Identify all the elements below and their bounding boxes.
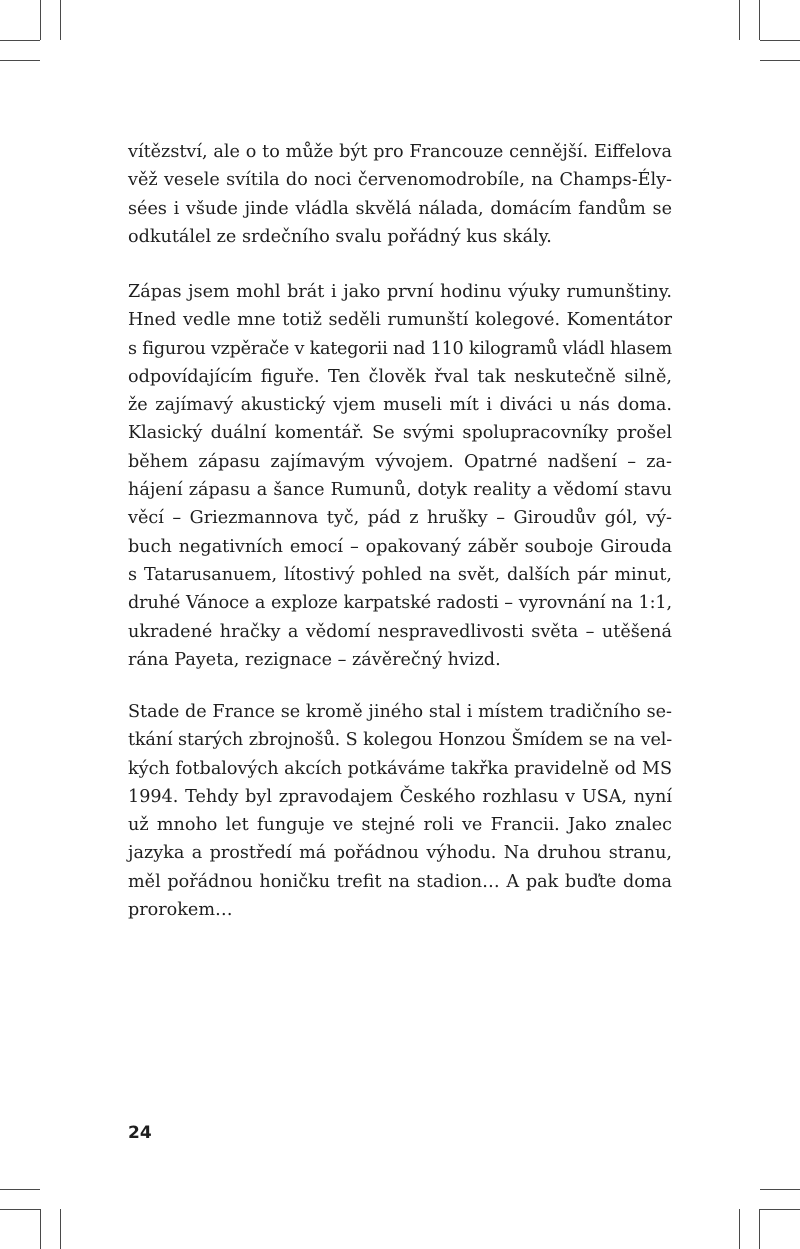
page-number: 24	[128, 1123, 152, 1143]
text-line: ukradené hračky a vědomí nespravedlivosti světa – utěšená	[128, 621, 672, 642]
crop-mark-bottom-right-vertical-outer	[759, 1209, 760, 1249]
text-line: Hned vedle mne totiž seděli rumunští kolegové. Komentátor	[128, 310, 672, 331]
crop-mark-bottom-left-vertical-inner	[60, 1209, 61, 1249]
text-line: s figurou vzpěrače v kategorii nad 110 kilogramů vládl hlasem	[128, 338, 672, 359]
text-line: s Tatarusanuem, lítostivý pohled na svět, dalších pár minut,	[128, 564, 672, 585]
text-line: Zápas jsem mohl brát i jako první hodinu výuky rumunštiny.	[128, 282, 672, 302]
text-line: že zajímavý akustický vjem museli mít i diváci u nás doma.	[128, 395, 672, 416]
paragraph-3	[128, 698, 672, 924]
crop-mark-top-right-horizontal-inner	[760, 60, 800, 61]
crop-mark-top-right-horizontal	[760, 40, 800, 41]
text-line: 1994. Tehdy byl zpravodajem Českého rozhlasu v USA, nyní	[128, 786, 672, 807]
text-line: tkání starých zbrojnošů. S kolegou Honzou Šmídem se na vel-	[128, 730, 672, 751]
crop-mark-bottom-left-horizontal-inner	[0, 1209, 40, 1210]
text-line: odpovídajícím figuře. Ten člověk řval tak neskutečně silně,	[128, 366, 672, 387]
crop-mark-bottom-left-vertical-outer	[40, 1209, 41, 1249]
paragraph-2	[128, 278, 672, 674]
text-line: rána Payeta, rezignace – závěrečný hvizd.	[128, 649, 501, 670]
crop-mark-top-left-horizontal-inner	[0, 60, 40, 61]
crop-mark-top-left-vertical-outer	[40, 0, 41, 40]
text-line: vítězství, ale o to může být pro Francouze cennější. Eiffelova	[128, 142, 672, 162]
paragraph-1	[128, 138, 672, 251]
text-line: buch negativních emocí – opakovaný záběr souboje Girouda	[128, 536, 672, 557]
crop-mark-top-left-horizontal	[0, 40, 40, 41]
text-line: Klasický duální komentář. Se svými spolupracovníky prošel	[128, 423, 672, 444]
text-line: během zápasu zajímavým vývojem. Opatrné nadšení – za-	[128, 451, 672, 472]
text-line: Stade de France se kromě jiného stal i místem tradičního se-	[128, 702, 672, 722]
text-line: jazyka a prostředí má pořádnou výhodu. Na druhou stranu,	[128, 843, 672, 864]
text-line: sées i všude jinde vládla skvělá nálada, domácím fandům se	[128, 198, 672, 219]
crop-mark-bottom-left-horizontal	[0, 1189, 40, 1190]
text-line: věcí – Griezmannova tyč, pád z hrušky – Giroudův gól, vý-	[128, 508, 672, 529]
text-line: měl pořádnou honičku trefit na stadion… A pak buďte doma	[128, 871, 672, 892]
crop-mark-bottom-right-horizontal	[760, 1189, 800, 1190]
text-line: věž vesele svítila do noci červenomodrobíle, na Champs-Ély-	[128, 170, 672, 191]
crop-mark-top-right-vertical-inner	[739, 0, 740, 40]
text-line: prorokem…	[128, 900, 233, 921]
crop-mark-top-left-vertical-inner	[60, 0, 61, 40]
crop-mark-top-right-vertical-outer	[759, 0, 760, 40]
text-line: druhé Vánoce a exploze karpatské radosti – vyrovnání na 1:1,	[128, 593, 672, 614]
text-line: hájení zápasu a šance Rumunů, dotyk reality a vědomí stavu	[128, 480, 672, 501]
crop-mark-bottom-right-vertical-inner	[739, 1209, 740, 1249]
text-line: odkutálel ze srdečního svalu pořádný kus skály.	[128, 226, 552, 247]
text-line: kých fotbalových akcích potkáváme takřka pravidelně od MS	[128, 758, 673, 779]
crop-mark-bottom-right-horizontal-inner	[760, 1209, 800, 1210]
text-line: už mnoho let funguje ve stejné roli ve Francii. Jako znalec	[128, 815, 672, 836]
